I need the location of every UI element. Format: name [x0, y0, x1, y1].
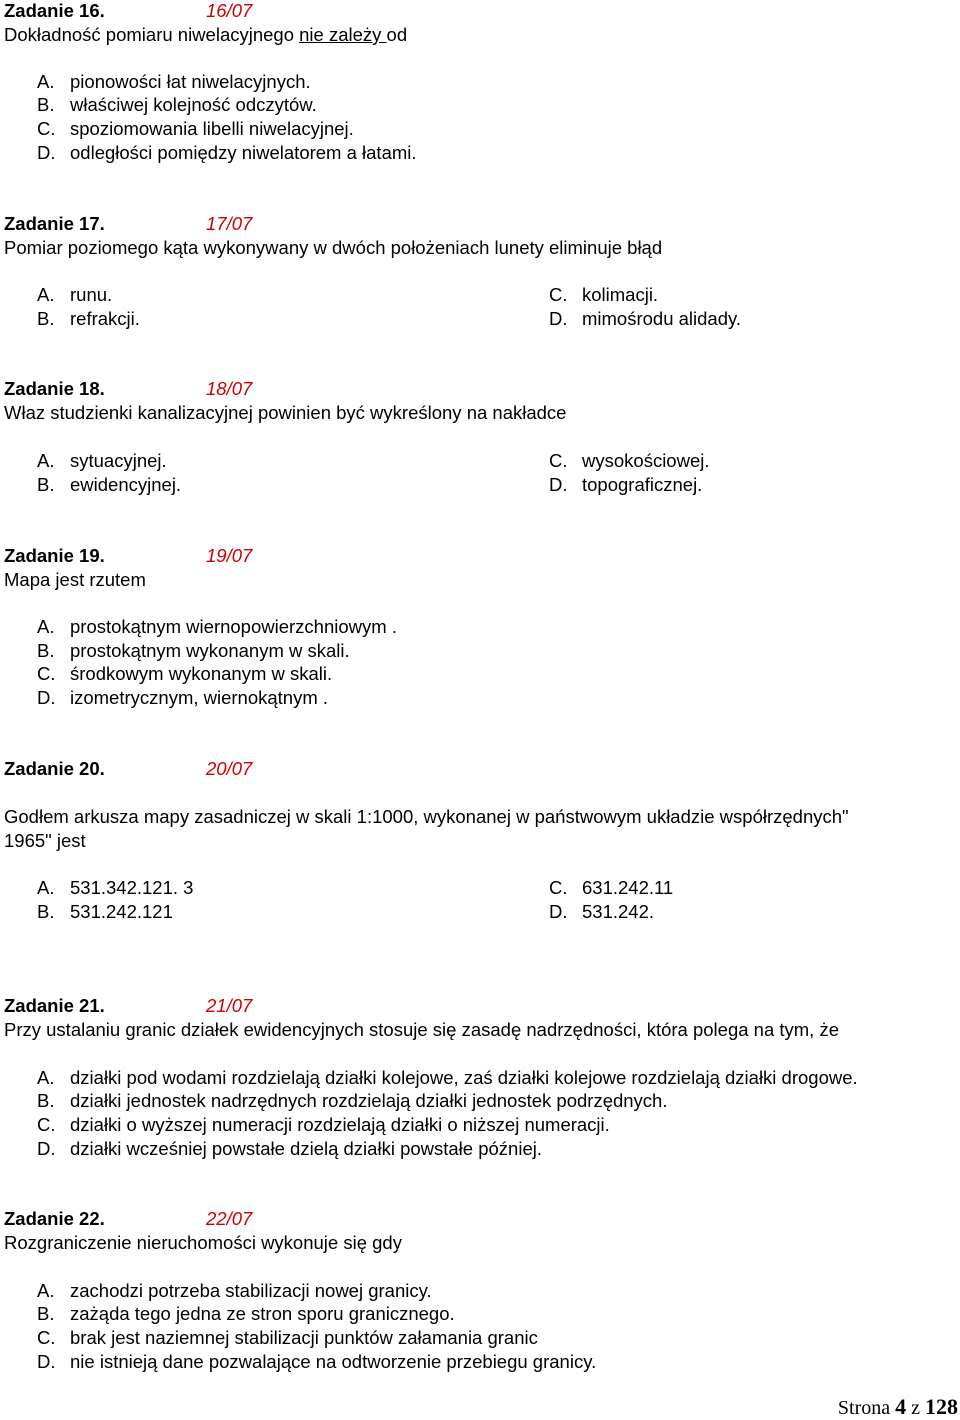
task-20-answer-b-letter: B.	[37, 901, 55, 922]
task-16-question-end: od	[386, 24, 408, 45]
task-17-question: Pomiar poziomego kąta wykonywany w dwóch położeniach lunety eliminuje błąd	[4, 237, 663, 258]
task-22-question: Rozgraniczenie nieruchomości wykonuje się gdy	[4, 1232, 402, 1253]
task-17-answer-b-letter: B.	[37, 308, 55, 329]
task-17-answer-b: refrakcji.	[70, 308, 140, 329]
task-18-answer-d: topograficznej.	[582, 474, 703, 495]
task-20-question-line-1: Godłem arkusza mapy zasadniczej w skali 1:1000, wykonanej w państwowym układzie współrzędnych"	[4, 806, 849, 827]
task-18-heading: Zadanie 18.	[4, 378, 105, 399]
page-label: Strona	[837, 1397, 896, 1419]
total-pages: 128	[925, 1394, 958, 1419]
task-17-answer-d-letter: D.	[549, 308, 568, 329]
task-21-answer-b-letter: B.	[37, 1090, 55, 1111]
task-19-answer-a: prostokątnym wiernopowierzchniowym .	[70, 616, 397, 637]
task-21-answer-c-letter: C.	[37, 1114, 56, 1135]
task-22-answer-c-letter: C.	[37, 1327, 56, 1348]
task-19-answer-c-letter: C.	[37, 663, 56, 684]
task-22-code: 22/07	[206, 1208, 253, 1229]
task-20-code: 20/07	[206, 758, 253, 779]
task-16-answer-a: pionowości łat niwelacyjnych.	[70, 71, 311, 92]
task-19-heading: Zadanie 19.	[4, 545, 105, 566]
task-22-answer-d: nie istnieją dane pozwalające na odtworzenie przebiegu granicy.	[70, 1351, 597, 1372]
task-21-answer-d: działki wcześniej powstałe dzielą działki powstałe później.	[70, 1138, 542, 1159]
task-22-answer-b-letter: B.	[37, 1303, 55, 1324]
task-20-heading: Zadanie 20.	[4, 758, 105, 779]
task-21-answer-a-letter: A.	[37, 1067, 55, 1088]
task-19-answer-d-letter: D.	[37, 687, 56, 708]
task-18-answer-c: wysokościowej.	[582, 450, 710, 471]
page-separator: z	[906, 1397, 925, 1419]
task-18-question: Właz studzienki kanalizacyjnej powinien być wykreślony na nakładce	[4, 402, 567, 423]
task-19-answer-c: środkowym wykonanym w skali.	[70, 663, 333, 684]
task-16-heading: Zadanie 16.	[4, 0, 105, 21]
task-21-answer-a: działki pod wodami rozdzielają działki kolejowe, zaś działki kolejowe rozdzielają działki drogowe.	[70, 1067, 858, 1088]
task-18-answer-a-letter: A.	[37, 450, 55, 471]
task-18-answer-b-letter: B.	[37, 474, 55, 495]
task-22-answer-a: zachodzi potrzeba stabilizacji nowej granicy.	[70, 1280, 432, 1301]
task-17-answer-a: runu.	[70, 284, 113, 305]
task-21-answer-b: działki jednostek nadrzędnych rozdzielają działki jednostek podrzędnych.	[70, 1090, 668, 1111]
task-22-answer-a-letter: A.	[37, 1280, 55, 1301]
task-16-question-emphasis: nie zależy	[299, 24, 387, 45]
task-16-answer-c-letter: C.	[37, 118, 56, 139]
task-19-code: 19/07	[206, 545, 253, 566]
task-21-question: Przy ustalaniu granic działek ewidencyjnych stosuje się zasadę nadrzędności, która polega na tym, że	[4, 1019, 840, 1040]
task-17-answer-c-letter: C.	[549, 284, 568, 305]
current-page: 4	[895, 1394, 907, 1419]
task-20-question-line-2: 1965" jest	[4, 830, 86, 851]
task-18-answer-b: ewidencyjnej.	[70, 474, 182, 495]
task-16-answer-b: właściwej kolejność odczytów.	[70, 94, 317, 115]
task-17-code: 17/07	[206, 213, 253, 234]
task-16-answer-c: spoziomowania libelli niwelacyjnej.	[70, 118, 354, 139]
task-19-answer-d: izometrycznym, wiernokątnym .	[70, 687, 329, 708]
task-18-answer-d-letter: D.	[549, 474, 568, 495]
task-16-answer-d: odległości pomiędzy niwelatorem a łatami.	[70, 142, 417, 163]
task-20-answer-a: 531.342.121. 3	[70, 877, 194, 898]
task-22-answer-b: zażąda tego jedna ze stron sporu granicznego.	[70, 1303, 455, 1324]
task-22-answer-d-letter: D.	[37, 1351, 56, 1372]
task-17-heading: Zadanie 17.	[4, 213, 105, 234]
task-16-answer-a-letter: A.	[37, 71, 55, 92]
task-20-answer-a-letter: A.	[37, 877, 55, 898]
task-17-answer-c: kolimacji.	[582, 284, 659, 305]
task-16-question	[4, 24, 407, 46]
task-18-answer-a: sytuacyjnej.	[70, 450, 167, 471]
task-21-heading: Zadanie 21.	[4, 995, 105, 1016]
task-16-code: 16/07	[206, 0, 253, 21]
task-20-answer-c: 631.242.11	[582, 877, 674, 898]
task-19-answer-b: prostokątnym wykonanym w skali.	[70, 640, 350, 661]
task-20-answer-c-letter: C.	[549, 877, 568, 898]
task-19-answer-b-letter: B.	[37, 640, 55, 661]
task-16-question-start: Dokładność pomiaru niwelacyjnego	[4, 24, 300, 45]
task-17-answer-d: mimośrodu alidady.	[582, 308, 742, 329]
task-16-answer-b-letter: B.	[37, 94, 55, 115]
task-20-answer-d-letter: D.	[549, 901, 568, 922]
task-18-code: 18/07	[206, 378, 253, 399]
task-20-answer-b: 531.242.121	[70, 901, 173, 922]
task-16-answer-d-letter: D.	[37, 142, 56, 163]
task-19-question: Mapa jest rzutem	[4, 569, 146, 590]
task-19-answer-a-letter: A.	[37, 616, 55, 637]
page-number-footer	[838, 1395, 958, 1420]
task-21-answer-d-letter: D.	[37, 1138, 56, 1159]
task-17-answer-a-letter: A.	[37, 284, 55, 305]
task-21-answer-c: działki o wyższej numeracji rozdzielają działki o niższej numeracji.	[70, 1114, 610, 1135]
task-22-answer-c: brak jest naziemnej stabilizacji punktów załamania granic	[70, 1327, 538, 1348]
task-22-heading: Zadanie 22.	[4, 1208, 105, 1229]
task-18-answer-c-letter: C.	[549, 450, 568, 471]
task-20-answer-d: 531.242.	[582, 901, 655, 922]
task-21-code: 21/07	[206, 995, 253, 1016]
